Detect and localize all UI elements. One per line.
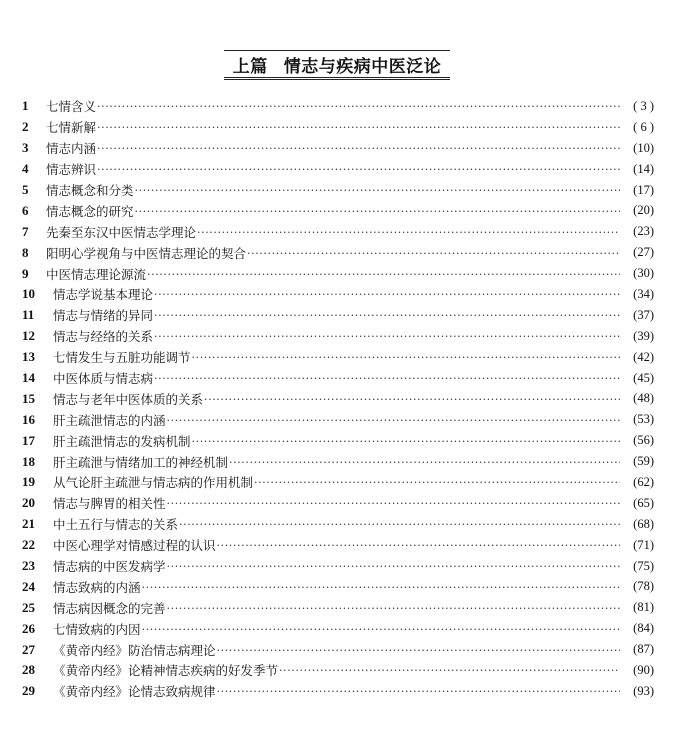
toc-dot-leader	[217, 685, 620, 699]
toc-entry[interactable]	[22, 305, 654, 326]
toc-entry[interactable]	[22, 221, 654, 242]
toc-entry-title: 情志与情绪的异同	[53, 308, 154, 324]
toc-entry[interactable]	[22, 96, 654, 117]
toc-entry-number: 3	[22, 140, 29, 156]
toc-entry-title: 情志致病的内涵	[53, 579, 141, 595]
toc-entry-page: (20)	[633, 203, 654, 218]
toc-dot-leader	[279, 664, 620, 678]
toc-entry-page: (45)	[633, 370, 654, 385]
toc-dot-leader	[167, 560, 620, 574]
toc-entry-title: 情志与经络的关系	[53, 329, 154, 345]
toc-dot-leader	[254, 476, 620, 490]
toc-entry[interactable]	[22, 242, 654, 263]
toc-entry-page: (39)	[633, 328, 654, 343]
toc-entry-page: (87)	[633, 642, 654, 657]
toc-entry-page: (93)	[633, 683, 654, 698]
toc-entry-title: 情志概念和分类	[46, 183, 134, 198]
toc-dot-leader	[192, 351, 620, 365]
toc-entry[interactable]	[22, 472, 654, 493]
toc-entry[interactable]	[22, 493, 654, 514]
toc-entry-title: 情志内涵	[46, 141, 97, 157]
toc-dot-leader	[135, 184, 620, 198]
toc-entry-number: 13	[22, 349, 35, 365]
toc-dot-leader	[154, 288, 620, 302]
section-title-text: 情志与疾病中医泛论	[283, 56, 442, 77]
toc-dot-leader	[217, 539, 620, 553]
toc-entry-number: 26	[22, 620, 35, 636]
section-heading	[224, 50, 450, 80]
toc-entry-page: (37)	[633, 307, 654, 322]
toc-entry-number: 7	[22, 223, 29, 239]
toc-entry-number: 14	[22, 370, 35, 386]
toc-entry-number: 19	[22, 474, 35, 490]
toc-entry-number: 16	[22, 411, 35, 427]
toc-entry-page: (30)	[633, 266, 654, 281]
toc-entry[interactable]	[22, 681, 654, 702]
toc-dot-leader	[247, 247, 620, 261]
toc-dot-leader	[142, 581, 620, 595]
toc-entry-page: (78)	[633, 579, 654, 594]
toc-entry-page: (90)	[633, 662, 654, 677]
toc-entry-title: 阳明心学视角与中医情志理论的契合	[46, 245, 247, 261]
toc-entry-page: (68)	[633, 516, 654, 531]
toc-entry-number: 9	[22, 265, 29, 281]
toc-entry[interactable]	[22, 138, 654, 159]
toc-entry-title: 情志概念的研究	[46, 203, 134, 219]
toc-entry-title: 中医体质与情志病	[53, 371, 154, 387]
toc-entry-title: 情志病的中医发病学	[53, 559, 166, 575]
toc-dot-leader	[217, 644, 620, 658]
toc-entry-page: (71)	[633, 537, 654, 552]
toc-entry-title: 七情新解	[46, 120, 97, 136]
toc-dot-leader	[154, 309, 620, 323]
toc-dot-leader	[97, 163, 620, 177]
toc-entry[interactable]	[22, 597, 654, 618]
toc-entry-title: 肝主疏泄情志的内涵	[53, 412, 166, 428]
toc-dot-leader	[142, 623, 620, 637]
toc-entry-number: 29	[22, 683, 35, 699]
toc-entry-number: 25	[22, 599, 35, 615]
toc-entry-title: 肝主疏泄情志的发病机制	[53, 433, 191, 449]
toc-dot-leader	[97, 100, 620, 114]
toc-entry-title: 七情致病的内因	[53, 621, 141, 637]
toc-entry-page: (65)	[633, 495, 654, 510]
toc-entry[interactable]	[22, 388, 654, 409]
toc-entry-number: 8	[22, 244, 29, 260]
toc-dot-leader	[179, 518, 620, 532]
toc-entry-number: 27	[22, 641, 35, 657]
toc-entry-title: 《黄帝内经》论精神情志疾病的好发季节	[53, 663, 279, 679]
toc-entry-page: (17)	[633, 182, 654, 197]
toc-entry-page: (84)	[633, 621, 654, 636]
toc-entry-number: 21	[22, 516, 35, 532]
toc-entry-title: 情志病因概念的完善	[53, 600, 166, 616]
toc-entry-title: 肝主疏泄与情绪加工的神经机制	[53, 454, 229, 470]
toc-entry-title: 情志辨识	[46, 162, 97, 178]
toc-entry-page: (34)	[633, 286, 654, 301]
toc-entry-page: (23)	[633, 224, 654, 239]
toc-entry[interactable]	[22, 368, 654, 389]
toc-entry[interactable]	[22, 556, 654, 577]
toc-entry-title: 七情含义	[46, 99, 97, 115]
toc-entry[interactable]	[22, 514, 654, 535]
toc-entry[interactable]	[22, 159, 654, 180]
toc-entry-number: 11	[22, 307, 35, 323]
toc-entry-title: 中医情志理论源流	[46, 266, 147, 282]
toc-entry-number: 12	[22, 328, 35, 344]
toc-dot-leader	[167, 414, 620, 428]
toc-entry-page: ( 6 )	[633, 119, 654, 134]
toc-entry-page: (81)	[633, 600, 654, 615]
toc-entry-page: (53)	[633, 412, 654, 427]
toc-entry-page: (27)	[633, 245, 654, 260]
toc-entry[interactable]	[22, 618, 654, 639]
toc-entry-title: 情志与脾胃的相关性	[53, 496, 166, 512]
toc-entry-number: 23	[22, 558, 35, 574]
toc-entry-page: (14)	[633, 161, 654, 176]
toc-entry-title: 七情发生与五脏功能调节	[53, 350, 191, 366]
toc-entry[interactable]	[22, 180, 654, 201]
toc-entry-page: (75)	[633, 558, 654, 573]
toc-entry-title: 中土五行与情志的关系	[53, 517, 179, 533]
toc-entry-page: ( 3 )	[633, 98, 654, 113]
toc-entry-title: 情志与老年中医体质的关系	[53, 391, 204, 407]
toc-entry-number: 4	[22, 161, 29, 177]
toc-dot-leader	[147, 268, 620, 282]
toc-dot-leader	[229, 456, 620, 470]
toc-entry[interactable]	[22, 347, 654, 368]
toc-dot-leader	[197, 226, 620, 240]
toc-entry-title: 中医心理学对情感过程的认识	[53, 538, 216, 554]
toc-entry-title: 《黄帝内经》论情志致病规律	[53, 684, 216, 700]
toc-entry-number: 2	[22, 119, 29, 135]
toc-entry[interactable]	[22, 326, 654, 347]
toc-entry[interactable]	[22, 639, 654, 660]
toc-entry-number: 5	[22, 182, 29, 197]
toc-entry[interactable]	[22, 117, 654, 138]
table-of-contents	[22, 96, 654, 702]
toc-entry-number: 17	[22, 432, 35, 448]
toc-entry-number: 28	[22, 662, 35, 678]
toc-entry[interactable]	[22, 535, 654, 556]
toc-entry-title: 情志学说基本理论	[53, 287, 154, 303]
toc-entry[interactable]	[22, 660, 654, 681]
toc-entry[interactable]	[22, 451, 654, 472]
toc-entry[interactable]	[22, 430, 654, 451]
toc-dot-leader	[167, 497, 620, 511]
toc-entry-number: 1	[22, 98, 29, 114]
toc-entry[interactable]	[22, 409, 654, 430]
toc-dot-leader	[97, 142, 620, 156]
toc-entry-page: (56)	[633, 433, 654, 448]
toc-entry-page: (59)	[633, 454, 654, 469]
toc-entry-number: 18	[22, 453, 35, 469]
toc-entry[interactable]	[22, 263, 654, 284]
toc-entry[interactable]	[22, 576, 654, 597]
toc-entry[interactable]	[22, 200, 654, 221]
toc-entry-title: 从气论肝主疏泄与情志病的作用机制	[53, 475, 254, 491]
toc-entry-page: (10)	[633, 140, 654, 155]
toc-dot-leader	[204, 393, 620, 407]
section-part-label: 上篇	[232, 56, 268, 77]
toc-entry-page: (62)	[633, 474, 654, 489]
toc-entry-page: (48)	[633, 391, 654, 406]
toc-entry-number: 6	[22, 202, 29, 218]
toc-entry-number: 15	[22, 390, 35, 406]
toc-dot-leader	[167, 602, 620, 616]
toc-dot-leader	[135, 205, 620, 219]
toc-entry-number: 22	[22, 537, 35, 553]
toc-entry-title: 《黄帝内经》防治情志病理论	[53, 642, 216, 658]
toc-entry-number: 24	[22, 578, 35, 594]
toc-entry[interactable]	[22, 284, 654, 305]
toc-dot-leader	[154, 372, 620, 386]
toc-dot-leader	[97, 121, 620, 135]
toc-entry-number: 10	[22, 286, 35, 302]
toc-entry-number: 20	[22, 495, 35, 511]
toc-entry-page: (42)	[633, 349, 654, 364]
toc-dot-leader	[154, 330, 620, 344]
toc-entry-title: 先秦至东汉中医情志学理论	[46, 224, 197, 240]
toc-dot-leader	[192, 435, 620, 449]
